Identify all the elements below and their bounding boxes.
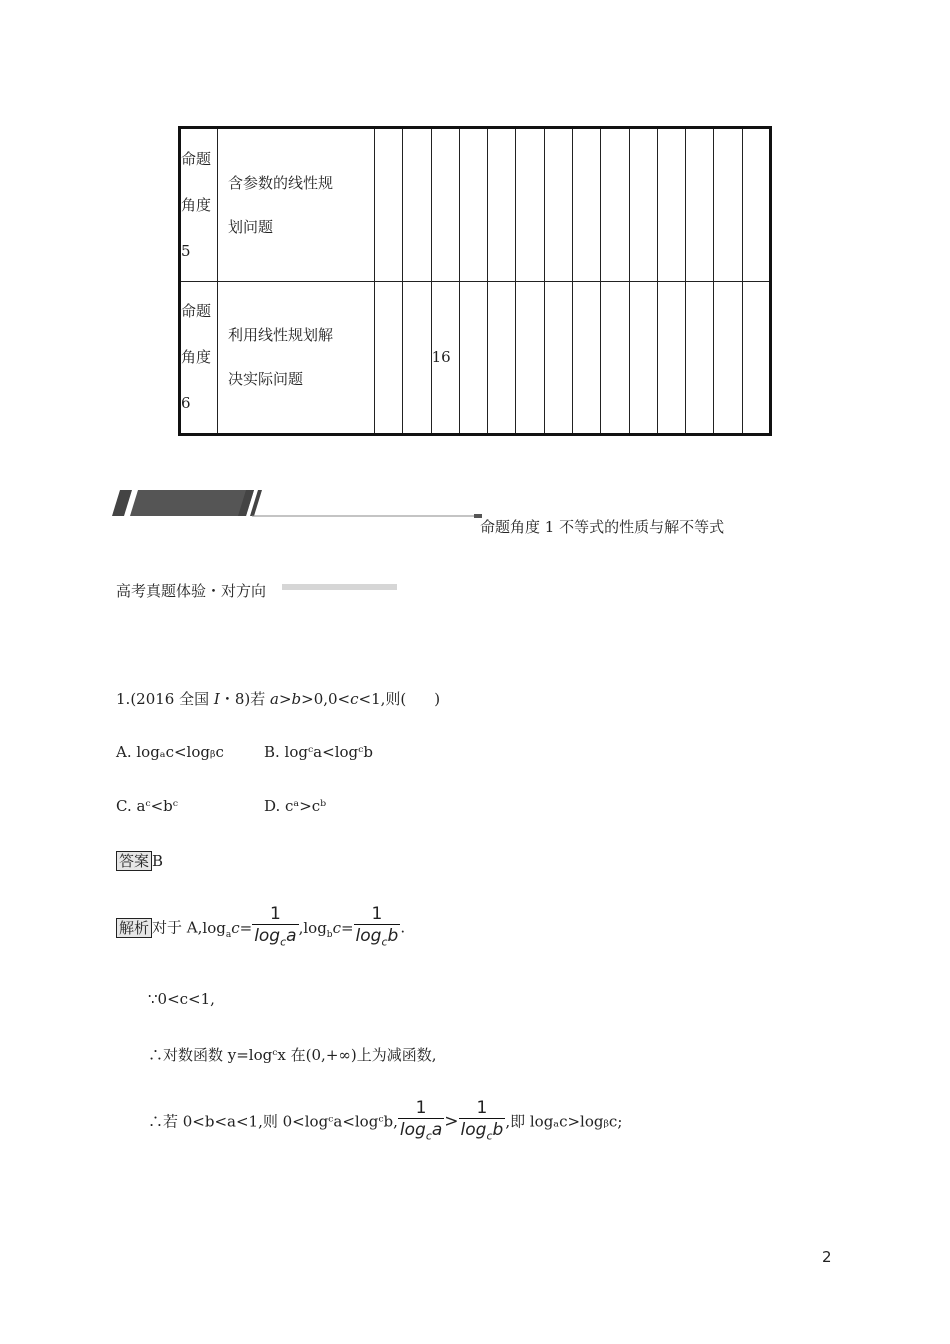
fraction [398, 1098, 444, 1147]
table-cell [375, 128, 403, 282]
question-source: (2016 全国 [130, 690, 210, 708]
option-b: B. logᶜa<logᶜb [264, 743, 373, 761]
table-cell [629, 128, 657, 282]
fraction-numerator: 1 [415, 1098, 427, 1118]
answer-value: B [152, 852, 164, 870]
fraction-numerator: 1 [476, 1098, 488, 1118]
row-label-line: 6 [181, 394, 191, 413]
question-condition: 0,0< [313, 690, 351, 708]
table-cell [742, 281, 770, 435]
row-label-cell [180, 128, 218, 282]
analysis-line-1: 解析 对于 $A,\log_ac=$ $\frac{1}{\log_ca}$ $,\log_bc=$ $\frac{1}{\log_cb}$ . [116, 904, 405, 953]
question-condition: c [350, 690, 359, 708]
answer-row [116, 851, 163, 871]
question-condition: a>b> [270, 690, 314, 708]
table-cell-value: 16 [431, 281, 459, 435]
table-cell [431, 128, 459, 282]
analysis-line-4: ∴若 0<b<a<1,则 0<logᶜa<logᶜb, $\frac{1}{\log_ca}$ > $\frac{1}{\log_cb}$ ,即 logₐc>logᵦc; [148, 1098, 622, 1147]
title-underline-bar [282, 584, 397, 590]
table-row [180, 128, 771, 282]
table-cell [657, 281, 685, 435]
table-cell [488, 281, 516, 435]
option-c: C. aᶜ<bᶜ [116, 797, 178, 815]
question-source-roman: I [213, 690, 220, 708]
row-topic-cell [218, 128, 375, 282]
fraction-denominator: $\log_cb$ [354, 924, 401, 953]
table-cell [572, 281, 600, 435]
table-cell [714, 128, 742, 282]
table-cell [516, 281, 544, 435]
table-cell [403, 281, 431, 435]
analysis-line-3: ∴对数函数 y=logᶜx 在(0,+∞)上为减函数, [148, 1046, 437, 1064]
table-cell [516, 128, 544, 282]
option-a: A. logₐc<logᵦc [116, 743, 224, 761]
table-cell [601, 128, 629, 282]
question-source-tail: ・8)若 [219, 690, 266, 708]
section-banner-graphic [112, 488, 482, 522]
analysis-label: 解析 [116, 918, 152, 938]
fraction [354, 904, 401, 953]
table-cell [544, 281, 572, 435]
analysis-line-2: ∵0<c<1, [148, 990, 215, 1008]
fraction-denominator: $\log_ca$ [252, 924, 298, 953]
banner-subtitle: 命题角度 1 不等式的性质与解不等式 [480, 518, 725, 536]
table-cell [488, 128, 516, 282]
option-d: D. cᵃ>cᵇ [264, 797, 327, 815]
analysis-text: ,即 logₐc>logᵦc; [505, 1112, 623, 1131]
table-cell [714, 281, 742, 435]
topic-table [178, 126, 772, 436]
table-cell [403, 128, 431, 282]
fraction-denominator: $\log_cb$ [459, 1118, 506, 1147]
table-row [180, 281, 771, 435]
row-label-line: 角度 [181, 348, 212, 367]
table-cell [657, 128, 685, 282]
table-cell [544, 128, 572, 282]
fraction [459, 1098, 506, 1147]
row-label-line: 命题 [181, 302, 212, 321]
analysis-text: 对于 A, [152, 918, 203, 937]
fraction-numerator: 1 [269, 904, 281, 924]
row-label-line: 5 [181, 241, 191, 260]
table-cell [601, 281, 629, 435]
page-number: 2 [822, 1248, 832, 1266]
table-cell [686, 128, 714, 282]
question-number: 1. [116, 690, 131, 708]
question-stem [116, 688, 440, 709]
fraction-denominator: $\log_ca$ [398, 1118, 444, 1147]
answer-label: 答案 [116, 851, 152, 871]
analysis-text: ∴若 0<b<a<1,则 0<logᶜa<logᶜb, [148, 1112, 398, 1131]
row-topic-line: 含参数的线性规 [228, 173, 334, 192]
table-cell [629, 281, 657, 435]
table-cell [686, 281, 714, 435]
row-topic-line: 决实际问题 [228, 370, 304, 389]
row-topic-cell [218, 281, 375, 435]
question-condition: <1,则( [358, 690, 407, 708]
fraction [252, 904, 298, 953]
table-cell [572, 128, 600, 282]
table-cell [375, 281, 403, 435]
section-title: 高考真题体验・对方向 [116, 582, 267, 600]
table-cell [459, 128, 487, 282]
row-label-line: 命题 [181, 149, 212, 168]
table-cell [742, 128, 770, 282]
row-label-line: 角度 [181, 195, 212, 214]
row-label-cell [180, 281, 218, 435]
fraction-numerator: 1 [371, 904, 383, 924]
table-cell [459, 281, 487, 435]
question-paren: ) [434, 690, 441, 708]
row-topic-line: 划问题 [228, 217, 274, 236]
row-topic-line: 利用线性规划解 [228, 326, 334, 345]
